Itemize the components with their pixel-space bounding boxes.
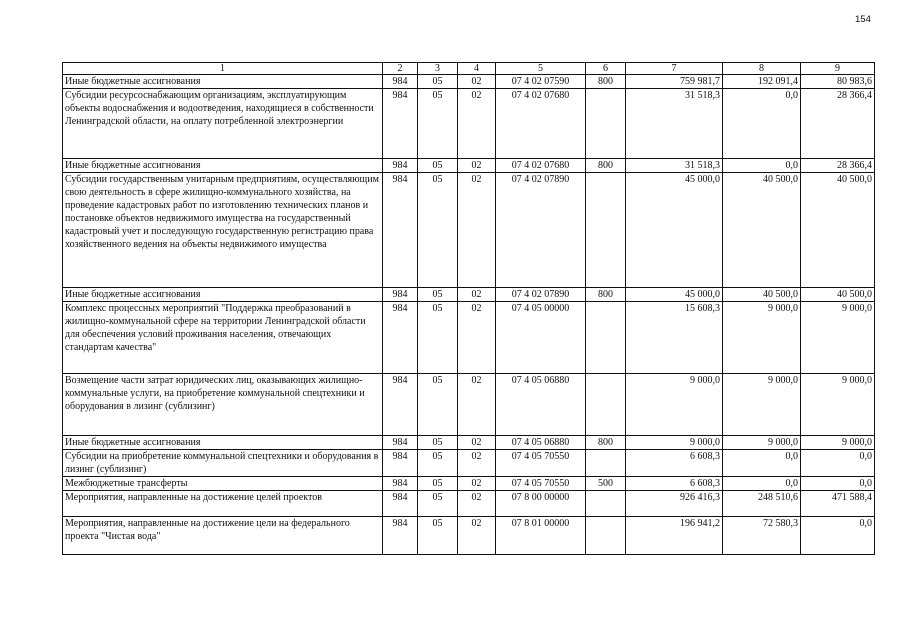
- subsection-code-cell: 02: [458, 436, 496, 450]
- subsection-code-cell: 02: [458, 450, 496, 477]
- subsection-code-cell: 02: [458, 517, 496, 555]
- expense-type-cell: [586, 302, 626, 374]
- header-row: [63, 63, 875, 75]
- table-row: [63, 477, 875, 491]
- amount-col9-cell: 40 500,0: [801, 173, 875, 288]
- amount-col8-cell: 9 000,0: [723, 436, 801, 450]
- expense-type-cell: [586, 173, 626, 288]
- amount-col8-cell: 248 510,6: [723, 491, 801, 517]
- table-row: [63, 89, 875, 159]
- subsection-code-cell: 02: [458, 89, 496, 159]
- row-description: Комплекс процессных мероприятий "Поддержка преобразований в жилищно-коммунальной сфере на территории Ленинградской области для обеспечения условий проживания населения, отвечающих стандартам качества": [63, 302, 383, 374]
- amount-col8-cell: 0,0: [723, 159, 801, 173]
- row-description: Субсидии государственным унитарным предприятиям, осуществляющим свою деятельность в сфере жилищно-коммунального хозяйства, на проведение кадастровых работ по изготовлению технических планов и постановке объектов недвижимого имущества на государственный кадастровый учет и последующую государственную регистрацию права хозяйственного ведения на объекты недвижимого имущества: [63, 173, 383, 288]
- target-article-cell: 07 4 05 70550: [496, 477, 586, 491]
- amount-col8-cell: 0,0: [723, 450, 801, 477]
- expense-type-cell: 800: [586, 159, 626, 173]
- table-row: [63, 159, 875, 173]
- amount-col8-cell: 72 580,3: [723, 517, 801, 555]
- amount-col9-cell: 0,0: [801, 517, 875, 555]
- row-description: Субсидии на приобретение коммунальной спецтехники и оборудования в лизинг (сублизинг): [63, 450, 383, 477]
- budget-code-cell: 984: [383, 75, 418, 89]
- amount-col9-cell: 471 588,4: [801, 491, 875, 517]
- row-description: Иные бюджетные ассигнования: [63, 159, 383, 173]
- amount-col8-cell: 40 500,0: [723, 288, 801, 302]
- target-article-cell: 07 4 02 07680: [496, 159, 586, 173]
- budget-code-cell: 984: [383, 450, 418, 477]
- budget-code-cell: 984: [383, 436, 418, 450]
- section-code-cell: 05: [418, 288, 458, 302]
- column-header: 6: [586, 63, 626, 75]
- amount-col7-cell: 45 000,0: [626, 288, 723, 302]
- budget-table: [62, 62, 875, 555]
- subsection-code-cell: 02: [458, 477, 496, 491]
- amount-col7-cell: 9 000,0: [626, 374, 723, 436]
- subsection-code-cell: 02: [458, 173, 496, 288]
- table-row: [63, 517, 875, 555]
- expense-type-cell: 800: [586, 288, 626, 302]
- amount-col7-cell: 15 608,3: [626, 302, 723, 374]
- row-description: Мероприятия, направленные на достижение целей проектов: [63, 491, 383, 517]
- column-header: 8: [723, 63, 801, 75]
- expense-type-cell: [586, 374, 626, 436]
- target-article-cell: 07 4 02 07680: [496, 89, 586, 159]
- section-code-cell: 05: [418, 173, 458, 288]
- row-description: Иные бюджетные ассигнования: [63, 436, 383, 450]
- amount-col7-cell: 926 416,3: [626, 491, 723, 517]
- target-article-cell: 07 8 01 00000: [496, 517, 586, 555]
- expense-type-cell: [586, 517, 626, 555]
- section-code-cell: 05: [418, 477, 458, 491]
- table-row: [63, 450, 875, 477]
- column-header: 4: [458, 63, 496, 75]
- target-article-cell: 07 4 05 06880: [496, 374, 586, 436]
- amount-col8-cell: 0,0: [723, 89, 801, 159]
- table-row: [63, 75, 875, 89]
- table-row: [63, 374, 875, 436]
- section-code-cell: 05: [418, 75, 458, 89]
- section-code-cell: 05: [418, 89, 458, 159]
- budget-code-cell: 984: [383, 288, 418, 302]
- row-description: Иные бюджетные ассигнования: [63, 288, 383, 302]
- amount-col7-cell: 31 518,3: [626, 89, 723, 159]
- column-header: 1: [63, 63, 383, 75]
- section-code-cell: 05: [418, 491, 458, 517]
- row-description: Возмещение части затрат юридических лиц, оказывающих жилищно-коммунальные услуги, на приобретение коммунальной спецтехники и оборудования в лизинг (сублизинг): [63, 374, 383, 436]
- amount-col7-cell: 31 518,3: [626, 159, 723, 173]
- amount-col9-cell: 80 983,6: [801, 75, 875, 89]
- column-header: 5: [496, 63, 586, 75]
- subsection-code-cell: 02: [458, 374, 496, 436]
- row-description: Иные бюджетные ассигнования: [63, 75, 383, 89]
- amount-col9-cell: 28 366,4: [801, 159, 875, 173]
- amount-col7-cell: 6 608,3: [626, 450, 723, 477]
- target-article-cell: 07 4 02 07890: [496, 173, 586, 288]
- amount-col9-cell: 28 366,4: [801, 89, 875, 159]
- expense-type-cell: 500: [586, 477, 626, 491]
- target-article-cell: 07 4 05 00000: [496, 302, 586, 374]
- amount-col9-cell: 40 500,0: [801, 288, 875, 302]
- budget-code-cell: 984: [383, 89, 418, 159]
- column-header: 3: [418, 63, 458, 75]
- section-code-cell: 05: [418, 302, 458, 374]
- subsection-code-cell: 02: [458, 159, 496, 173]
- amount-col9-cell: 9 000,0: [801, 436, 875, 450]
- section-code-cell: 05: [418, 517, 458, 555]
- expense-type-cell: 800: [586, 75, 626, 89]
- budget-code-cell: 984: [383, 491, 418, 517]
- section-code-cell: 05: [418, 436, 458, 450]
- subsection-code-cell: 02: [458, 302, 496, 374]
- budget-code-cell: 984: [383, 302, 418, 374]
- budget-code-cell: 984: [383, 477, 418, 491]
- subsection-code-cell: 02: [458, 288, 496, 302]
- amount-col9-cell: 0,0: [801, 477, 875, 491]
- amount-col9-cell: 9 000,0: [801, 302, 875, 374]
- row-description: Межбюджетные трансферты: [63, 477, 383, 491]
- amount-col8-cell: 0,0: [723, 477, 801, 491]
- target-article-cell: 07 4 02 07890: [496, 288, 586, 302]
- budget-code-cell: 984: [383, 374, 418, 436]
- expense-type-cell: [586, 450, 626, 477]
- budget-code-cell: 984: [383, 173, 418, 288]
- section-code-cell: 05: [418, 159, 458, 173]
- table-row: [63, 288, 875, 302]
- column-header: 7: [626, 63, 723, 75]
- amount-col8-cell: 192 091,4: [723, 75, 801, 89]
- budget-code-cell: 984: [383, 159, 418, 173]
- target-article-cell: 07 4 05 06880: [496, 436, 586, 450]
- expense-type-cell: [586, 89, 626, 159]
- target-article-cell: 07 8 00 00000: [496, 491, 586, 517]
- amount-col7-cell: 6 608,3: [626, 477, 723, 491]
- column-header: 2: [383, 63, 418, 75]
- subsection-code-cell: 02: [458, 491, 496, 517]
- amount-col7-cell: 45 000,0: [626, 173, 723, 288]
- section-code-cell: 05: [418, 374, 458, 436]
- budget-code-cell: 984: [383, 517, 418, 555]
- target-article-cell: 07 4 02 07590: [496, 75, 586, 89]
- section-code-cell: 05: [418, 450, 458, 477]
- row-description: Мероприятия, направленные на достижение цели на федерального проекта "Чистая вода": [63, 517, 383, 555]
- table-row: [63, 302, 875, 374]
- table-row: [63, 173, 875, 288]
- row-description: Субсидии ресурсоснабжающим организациям, эксплуатирующим объекты водоснабжения и водоотведения, находящиеся в собственности Ленинградской области, на оплату потребленной электроэнергии: [63, 89, 383, 159]
- table-row: [63, 491, 875, 517]
- table-row: [63, 436, 875, 450]
- target-article-cell: 07 4 05 70550: [496, 450, 586, 477]
- expense-type-cell: 800: [586, 436, 626, 450]
- amount-col7-cell: 9 000,0: [626, 436, 723, 450]
- expense-type-cell: [586, 491, 626, 517]
- column-header: 9: [801, 63, 875, 75]
- amount-col7-cell: 759 981,7: [626, 75, 723, 89]
- amount-col9-cell: 0,0: [801, 450, 875, 477]
- amount-col8-cell: 9 000,0: [723, 374, 801, 436]
- amount-col8-cell: 9 000,0: [723, 302, 801, 374]
- amount-col9-cell: 9 000,0: [801, 374, 875, 436]
- page-number: 154: [855, 14, 871, 25]
- amount-col7-cell: 196 941,2: [626, 517, 723, 555]
- subsection-code-cell: 02: [458, 75, 496, 89]
- amount-col8-cell: 40 500,0: [723, 173, 801, 288]
